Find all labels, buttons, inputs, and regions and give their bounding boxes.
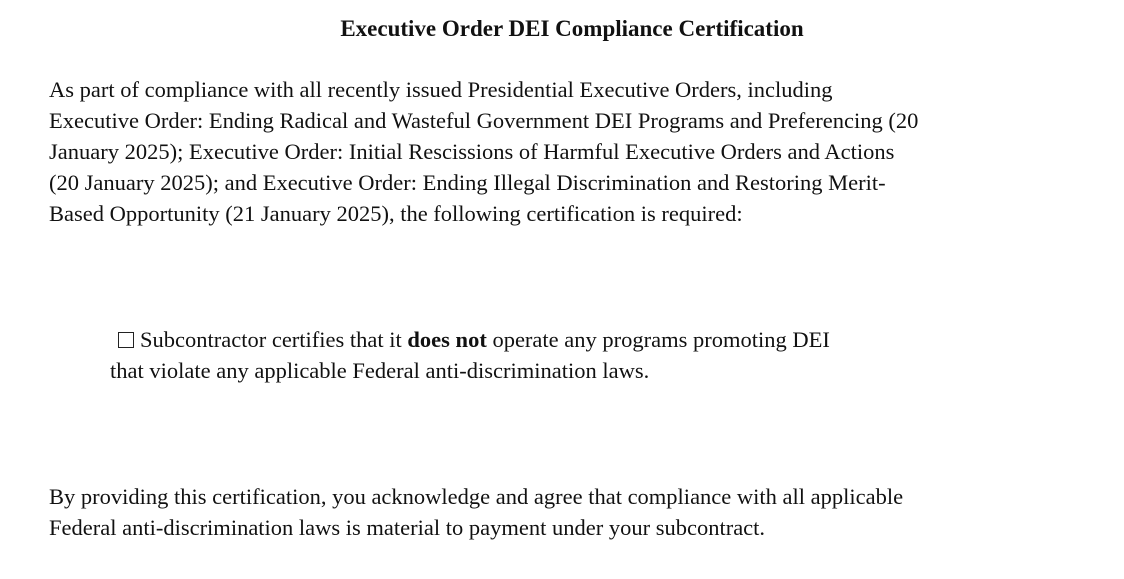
certification-emphasis: does not <box>407 327 487 352</box>
intro-paragraph <box>49 74 918 229</box>
acknowledgement-paragraph <box>49 481 903 543</box>
intro-line: Based Opportunity (21 January 2025), the following certification is required: <box>49 201 743 226</box>
certification-line-2: that violate any applicable Federal anti-discrimination laws. <box>110 358 650 383</box>
certification-text-after: operate any programs promoting DEI <box>486 327 830 352</box>
outro-line: Federal anti-discrimination laws is material to payment under your subcontract. <box>49 515 766 540</box>
intro-line: As part of compliance with all recently issued Presidential Executive Orders, including <box>49 77 833 102</box>
certification-statement <box>110 324 830 386</box>
certification-checkbox[interactable] <box>118 332 134 348</box>
intro-line: January 2025); Executive Order: Initial Rescissions of Harmful Executive Orders and Actions <box>49 139 895 164</box>
certification-line-1 <box>110 324 830 355</box>
intro-line: Executive Order: Ending Radical and Wasteful Government DEI Programs and Preferencing (20 <box>49 108 919 133</box>
page-title: Executive Order DEI Compliance Certification <box>340 16 804 41</box>
certification-text-before: Subcontractor certifies that it <box>140 327 408 352</box>
outro-line: By providing this certification, you acknowledge and agree that compliance with all applicable <box>49 484 904 509</box>
intro-line: (20 January 2025); and Executive Order: Ending Illegal Discrimination and Restoring Merit- <box>49 170 886 195</box>
